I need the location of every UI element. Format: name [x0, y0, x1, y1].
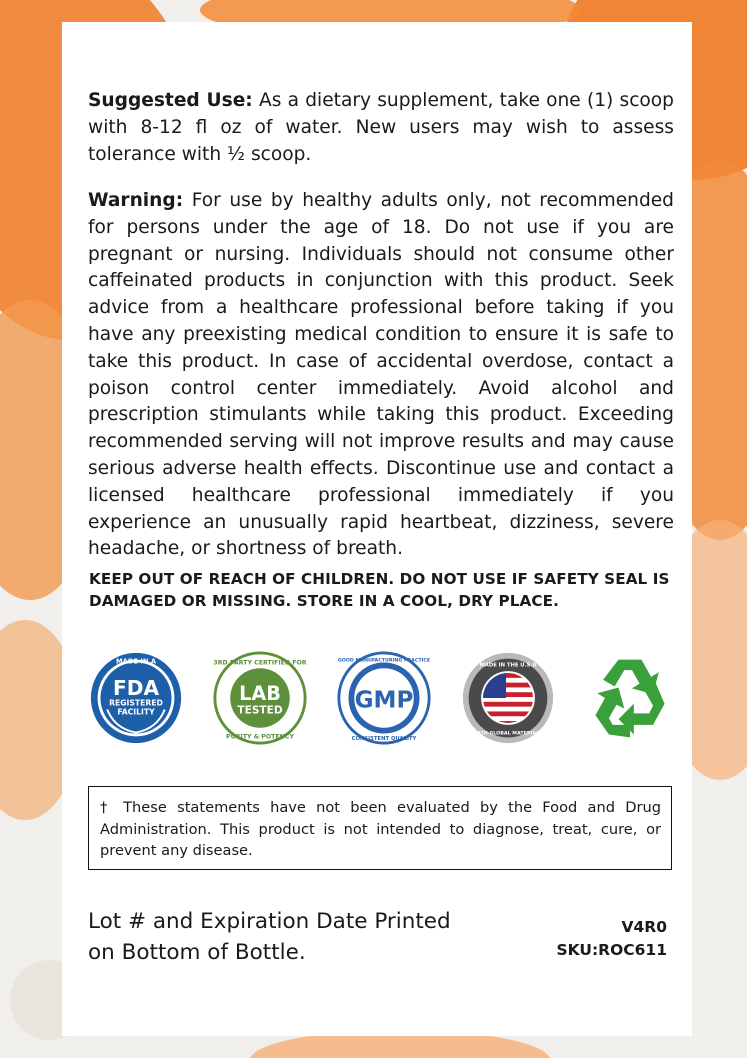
caution-statement: KEEP OUT OF REACH OF CHILDREN. DO NOT USE IF SAFETY SEAL IS DAMAGED OR MISSING. STORE IN A COOL, DRY PLACE. [89, 570, 670, 610]
lab-top-text: 3RD PARTY CERTIFIED FOR [213, 659, 307, 667]
product-codes [556, 916, 667, 962]
lot-line-2: on Bottom of Bottle. [88, 940, 306, 965]
usa-bottom-text: WITH GLOBAL MATERIALS [473, 731, 543, 737]
sku-code: SKU:ROC611 [556, 941, 667, 959]
lab-tested-text: TESTED [237, 704, 283, 717]
fda-top-text: MADE IN A [115, 657, 157, 666]
fda-disclaimer-box: † These statements have not been evaluated by the Food and Drug Administration. This product is not intended to diagnose, treat, cure, or prevent any disease. [88, 786, 672, 870]
gmp-badge [336, 650, 432, 746]
fda-line3: FACILITY [117, 707, 155, 717]
warning-paragraph [88, 188, 674, 563]
suggested-use-text: As a dietary supplement, take one (1) scoop with 8-12 fl oz of water. New users may wish to assess tolerance with ½ scoop. [88, 90, 674, 165]
certification-badges [88, 650, 678, 750]
lot-expiration-note [88, 906, 488, 968]
gmp-top-text: GOOD MANUFACTURING PRACTICE [337, 658, 431, 664]
lab-tested-badge [212, 650, 308, 746]
usa-top-text: MADE IN THE U.S.A [479, 662, 537, 669]
version-code: V4R0 [621, 918, 667, 936]
fda-registered-facility-badge [88, 650, 184, 746]
gmp-bottom-text: CONSISTENT QUALITY [351, 736, 417, 743]
label-panel [62, 22, 692, 1036]
suggested-use-heading: Suggested Use: [88, 90, 253, 111]
recycle-icon [582, 650, 678, 746]
warning-text: For use by healthy adults only, not recommended for persons under the age of 18. Do not use if you are pregnant or nursing. Individuals should not consume other caffeinated products in conjunction with this product. Seek advice from a healthcare professional before taking if you have any preexisting medical condition to ensure it is safe to take this product. In case of accidental overdose, contact a poison control center immediately. Avoid alcohol and prescription stimulants while taking this product. Exceeding recommended serving will not improve results and may cause serious adverse health effects. Discontinue use and contact a licensed healthcare professional immediately if you experience an unusually rapid heartbeat, dizziness, severe headache, or shortness of breath. [88, 190, 674, 560]
lot-line-1: Lot # and Expiration Date Printed [88, 909, 451, 934]
fda-main-text: FDA [112, 676, 160, 701]
gmp-main-text: GMP [354, 687, 414, 714]
lab-main-text: LAB [239, 681, 281, 705]
lab-bottom-text: PURITY & POTENCY [226, 733, 294, 741]
suggested-use-paragraph [88, 88, 674, 168]
made-in-usa-badge [460, 650, 556, 746]
warning-heading: Warning: [88, 190, 184, 211]
fda-line2: REGISTERED [109, 698, 163, 708]
